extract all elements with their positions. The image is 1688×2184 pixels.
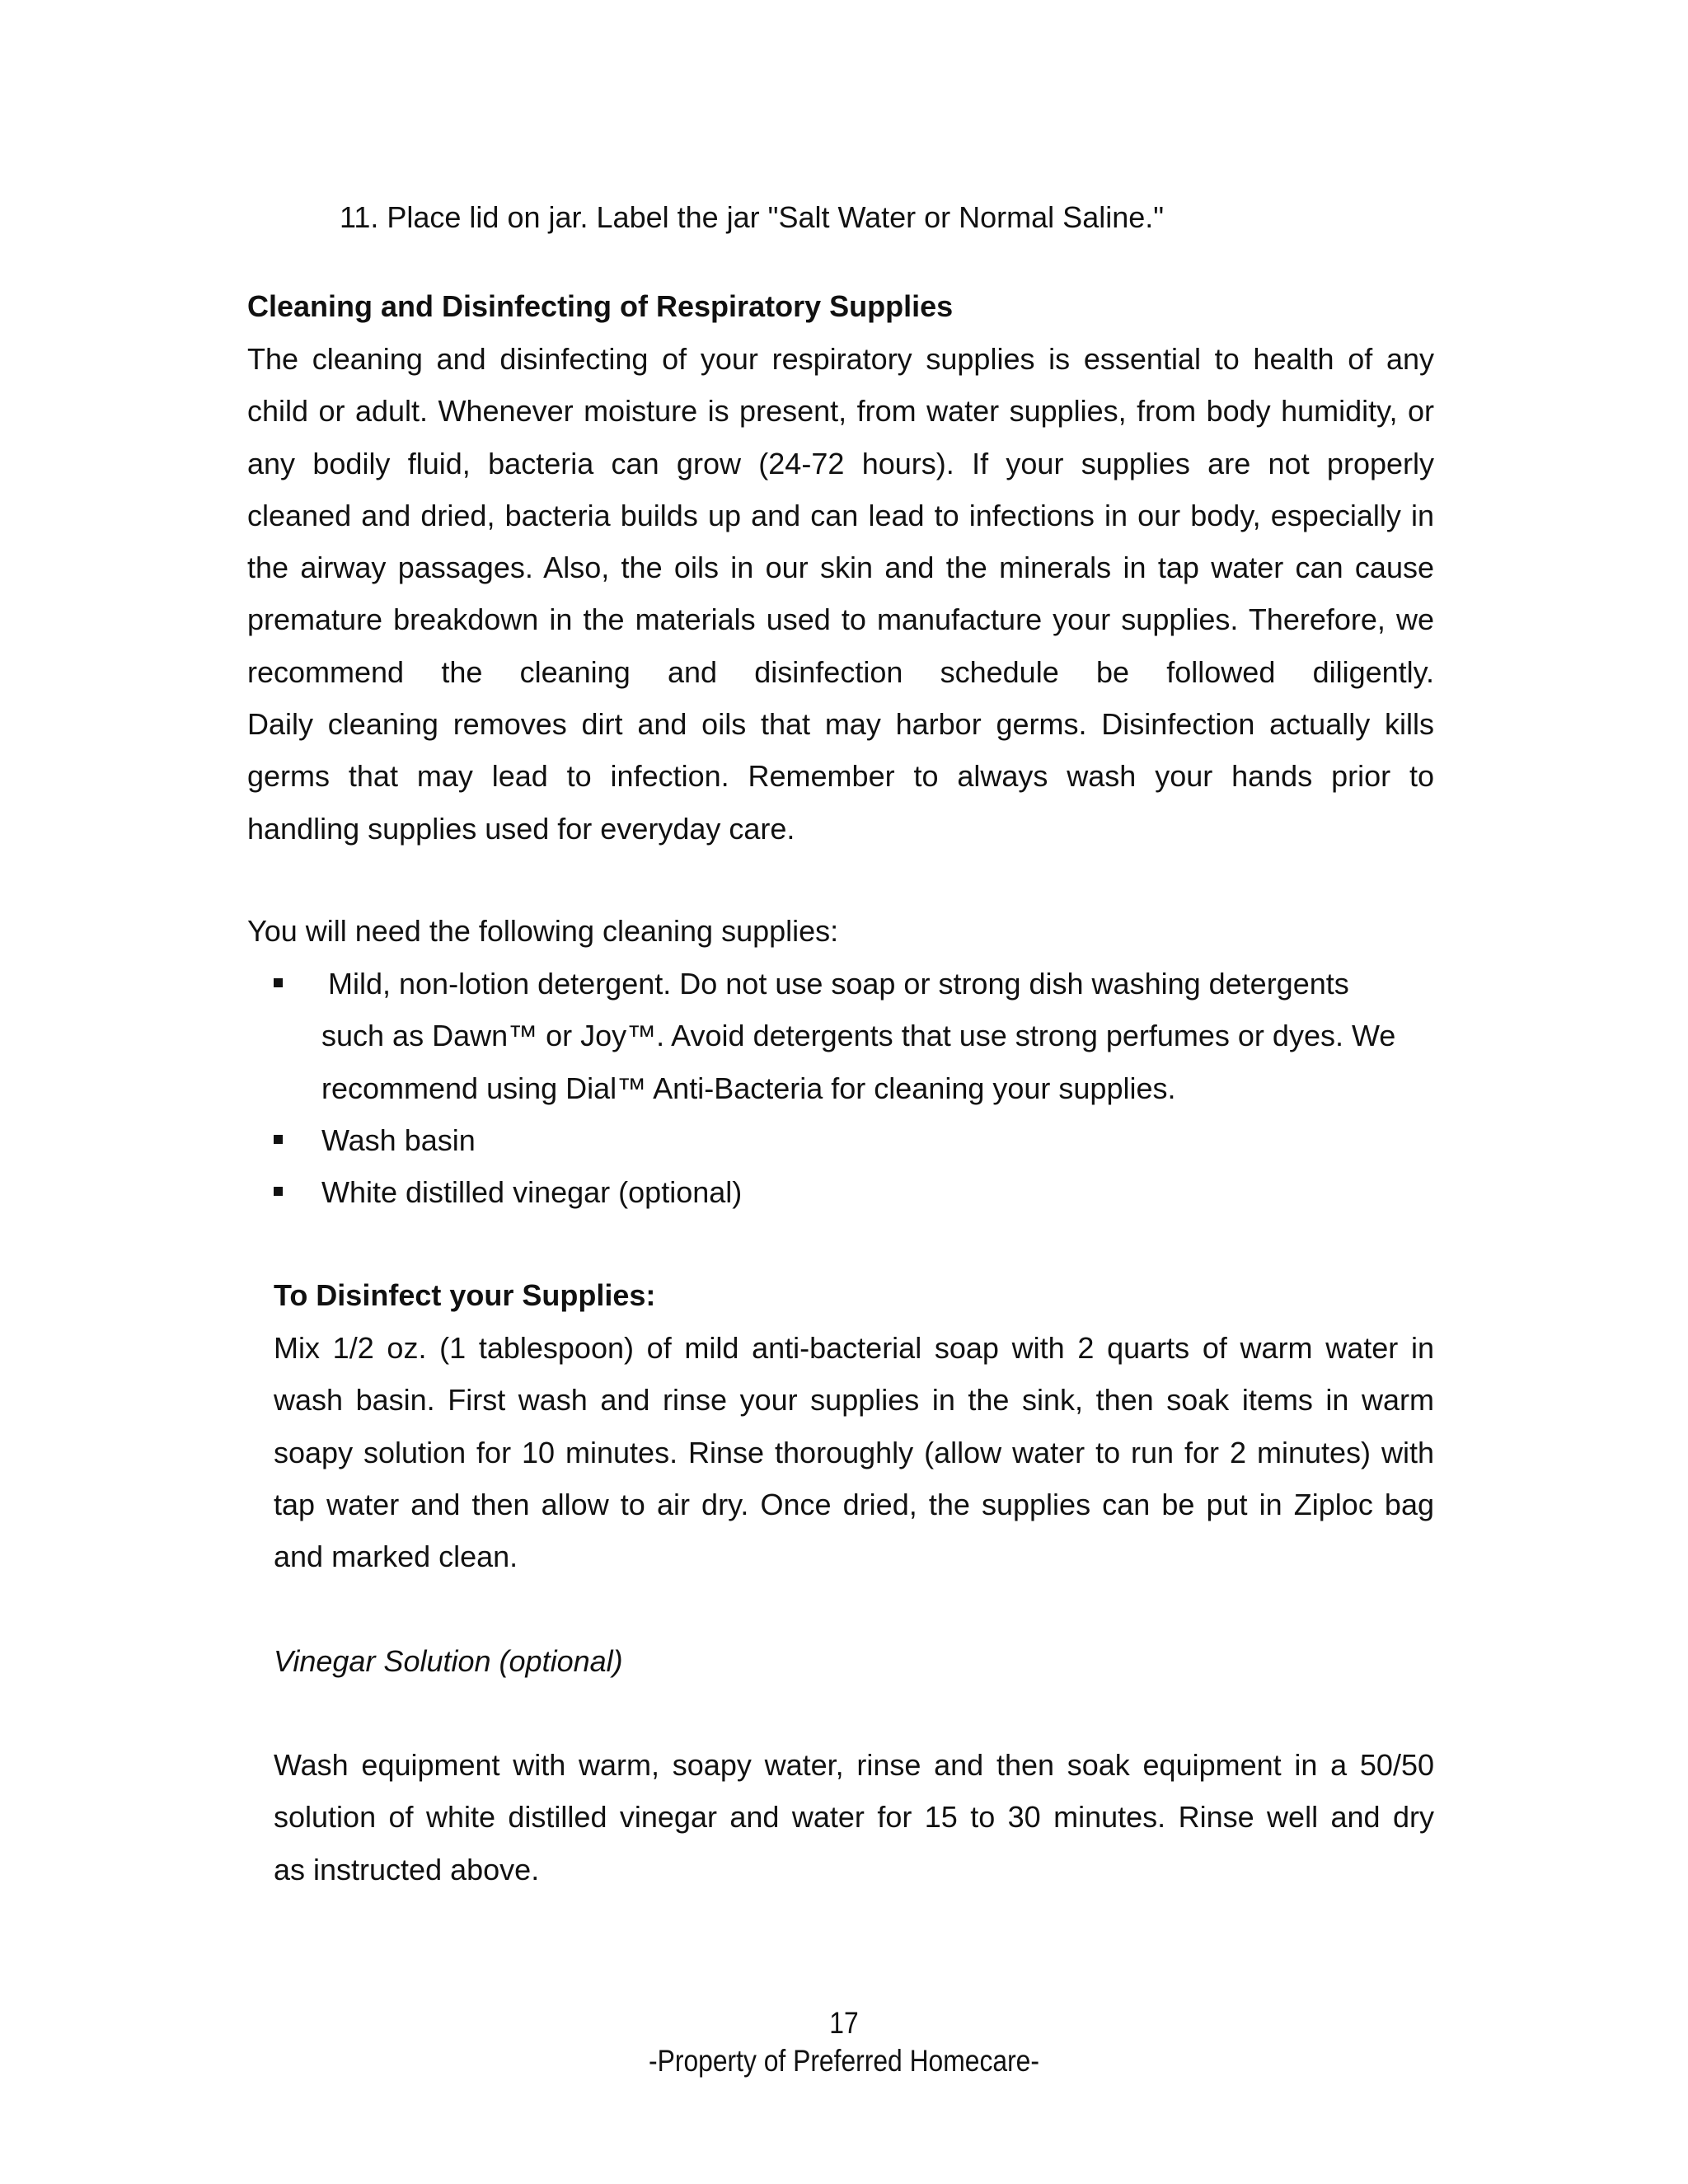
intro-line: child or adult. Whenever moisture is present, from water supplies, from body humidity, or bbox=[247, 394, 1434, 429]
intro-paragraph bbox=[247, 333, 1434, 855]
bullet-square-icon bbox=[274, 978, 283, 987]
intro-line: any bodily fluid, bacteria can grow (24-72 hours). If your supplies are not properly bbox=[247, 446, 1434, 480]
vinegar-line: as instructed above. bbox=[274, 1852, 540, 1886]
page-number: 17 bbox=[829, 2006, 859, 2040]
intro-line: handling supplies used for everyday care. bbox=[247, 811, 795, 846]
list-item-line: such as Dawn™ or Joy™. Avoid detergents that use strong perfumes or dyes. We bbox=[321, 1019, 1396, 1053]
step-11: 11. Place lid on jar. Label the jar "Salt Water or Normal Saline." bbox=[340, 200, 1165, 234]
footer-text: -Property of Preferred Homecare- bbox=[649, 2044, 1039, 2078]
intro-line: premature breakdown in the materials used to manufacture your supplies. Therefore, we bbox=[247, 602, 1434, 637]
supplies-list bbox=[272, 958, 1426, 1218]
intro-line: germs that may lead to infection. Remember to always wash your hands prior to bbox=[247, 759, 1434, 794]
bullet-square-icon bbox=[274, 1135, 283, 1144]
bullet-square-icon bbox=[274, 1187, 283, 1196]
disinfect-line: and marked clean. bbox=[274, 1540, 518, 1574]
intro-line: Daily cleaning removes dirt and oils that may harbor germs. Disinfection actually kills bbox=[247, 707, 1434, 742]
vinegar-paragraph bbox=[274, 1739, 1434, 1896]
intro-line: The cleaning and disinfecting of your respiratory supplies is essential to health of any bbox=[247, 342, 1434, 376]
disinfect-line: tap water and then allow to air dry. Once dried, the supplies can be put in Ziploc bag bbox=[274, 1487, 1434, 1521]
list-item-line: White distilled vinegar (optional) bbox=[321, 1175, 743, 1210]
intro-line: the airway passages. Also, the oils in our skin and the minerals in tap water can cause bbox=[247, 551, 1434, 585]
vinegar-line: solution of white distilled vinegar and water for 15 to 30 minutes. Rinse well and dry bbox=[274, 1800, 1434, 1835]
disinfect-heading: To Disinfect your Supplies: bbox=[274, 1278, 656, 1312]
list-item bbox=[272, 1114, 1426, 1166]
intro-line: recommend the cleaning and disinfection schedule be followed diligently. bbox=[247, 654, 1434, 689]
section-heading: Cleaning and Disinfecting of Respiratory Supplies bbox=[247, 289, 954, 323]
vinegar-heading: Vinegar Solution (optional) bbox=[274, 1644, 623, 1678]
disinfect-paragraph bbox=[274, 1322, 1434, 1582]
list-item-line: Wash basin bbox=[321, 1122, 476, 1157]
intro-line: cleaned and dried, bacteria builds up and can lead to infections in our body, especially in bbox=[247, 498, 1434, 532]
list-item bbox=[272, 958, 1426, 1114]
list-item-line: Mild, non-lotion detergent. Do not use soap or strong dish washing detergents bbox=[328, 967, 1349, 1001]
list-item bbox=[272, 1166, 1426, 1218]
supplies-intro: You will need the following cleaning supplies: bbox=[247, 914, 839, 948]
disinfect-line: Mix 1/2 oz. (1 tablespoon) of mild anti-bacterial soap with 2 quarts of warm water in bbox=[274, 1331, 1434, 1365]
disinfect-line: wash basin. First wash and rinse your supplies in the sink, then soak items in warm bbox=[274, 1383, 1434, 1418]
disinfect-line: soapy solution for 10 minutes. Rinse thoroughly (allow water to run for 2 minutes) with bbox=[274, 1435, 1434, 1469]
list-item-line: recommend using Dial™ Anti-Bacteria for cleaning your supplies. bbox=[321, 1071, 1176, 1105]
vinegar-line: Wash equipment with warm, soapy water, rinse and then soak equipment in a 50/50 bbox=[274, 1748, 1434, 1782]
